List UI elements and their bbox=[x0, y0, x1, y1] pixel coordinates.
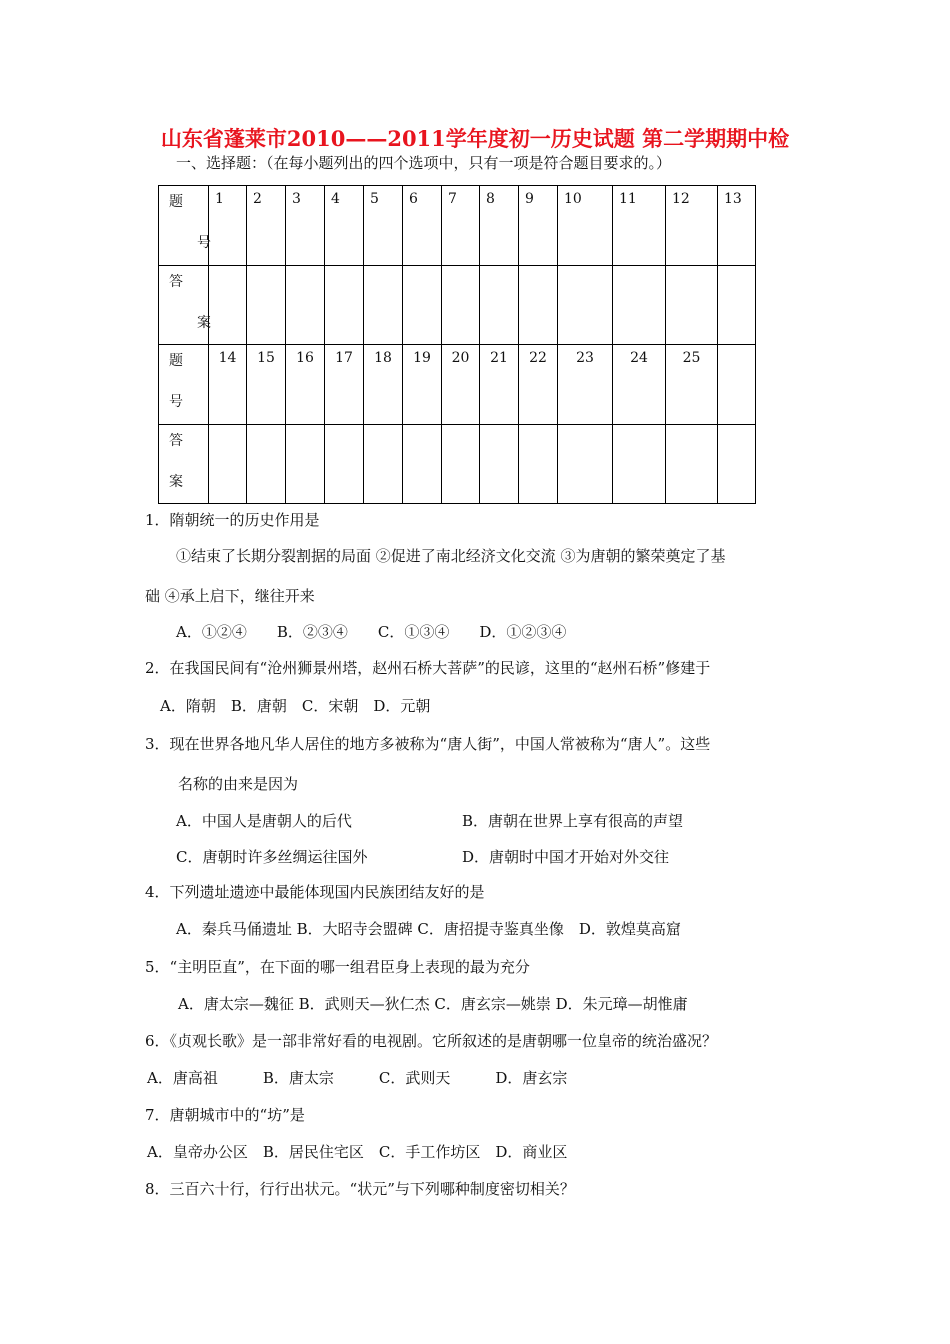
answer-cell[interactable] bbox=[209, 424, 247, 504]
table-row bbox=[159, 424, 756, 504]
question-number: 14 bbox=[209, 345, 247, 425]
answer-cell[interactable] bbox=[247, 424, 286, 504]
answer-cell[interactable] bbox=[718, 424, 756, 504]
question-4-options: A．秦兵马俑遗址 B．大昭寺会盟碑 C．唐招提寺鉴真坐像 D．敦煌莫高窟 bbox=[176, 920, 681, 938]
question-number bbox=[718, 345, 756, 425]
question-5-options: A．唐太宗—魏征 B．武则天—狄仁杰 C．唐玄宗—姚崇 D．朱元璋—胡惟庸 bbox=[178, 995, 688, 1013]
row-label-question: 题 号 bbox=[159, 186, 209, 266]
question-7-stem: 7．唐朝城市中的“坊”是 bbox=[145, 1106, 305, 1124]
question-number: 2 bbox=[247, 186, 286, 266]
question-number: 23 bbox=[558, 345, 613, 425]
question-8-stem: 8．三百六十行，行行出状元。“状元”与下列哪种制度密切相关？ bbox=[145, 1180, 575, 1198]
answer-table bbox=[158, 185, 756, 504]
question-number: 21 bbox=[480, 345, 519, 425]
answer-cell[interactable] bbox=[666, 424, 718, 504]
question-number: 6 bbox=[403, 186, 442, 266]
question-number: 24 bbox=[613, 345, 666, 425]
answer-cell[interactable] bbox=[286, 424, 325, 504]
table-row bbox=[159, 186, 756, 266]
question-3-stem: 3．现在世界各地凡华人居住的地方多被称为“唐人街”，中国人常被称为“唐人”。这些 bbox=[145, 735, 711, 753]
question-number: 22 bbox=[519, 345, 558, 425]
question-number: 18 bbox=[364, 345, 403, 425]
answer-cell[interactable] bbox=[613, 265, 666, 345]
question-number: 10 bbox=[558, 186, 613, 266]
question-6-stem: 6．《贞观长歌》是一部非常好看的电视剧。它所叙述的是唐朝哪一位皇帝的统治盛况？ bbox=[145, 1032, 718, 1050]
answer-cell[interactable] bbox=[209, 265, 247, 345]
question-6-options: A．唐高祖 B．唐太宗 C．武则天 D．唐玄宗 bbox=[147, 1069, 568, 1087]
answer-cell[interactable] bbox=[666, 265, 718, 345]
question-7-options: A．皇帝办公区 B．居民住宅区 C．手工作坊区 D．商业区 bbox=[147, 1143, 568, 1161]
question-number: 12 bbox=[666, 186, 718, 266]
question-number: 1 bbox=[209, 186, 247, 266]
question-3-option-c: C．唐朝时许多丝绸运往国外 bbox=[176, 848, 368, 866]
section-instruction: 一、选择题：（在每小题列出的四个选项中，只有一项是符合题目要求的。） bbox=[176, 154, 672, 172]
question-2-stem: 2．在我国民间有“沧州狮景州塔，赵州石桥大菩萨”的民谚，这里的“赵州石桥”修建于 bbox=[145, 659, 711, 677]
answer-cell[interactable] bbox=[480, 265, 519, 345]
answer-cell[interactable] bbox=[286, 265, 325, 345]
answer-cell[interactable] bbox=[442, 424, 480, 504]
question-3-option-d: D．唐朝时中国才开始对外交往 bbox=[462, 848, 670, 866]
row-label-answer: 答 案 bbox=[159, 265, 209, 345]
question-number: 5 bbox=[364, 186, 403, 266]
question-number: 9 bbox=[519, 186, 558, 266]
question-number: 25 bbox=[666, 345, 718, 425]
answer-cell[interactable] bbox=[325, 424, 364, 504]
answer-cell[interactable] bbox=[558, 265, 613, 345]
question-1-statements-cont: 础 ④承上启下，继往开来 bbox=[145, 587, 315, 605]
answer-cell[interactable] bbox=[442, 265, 480, 345]
question-number: 8 bbox=[480, 186, 519, 266]
question-5-stem: 5．“主明臣直”，在下面的哪一组君臣身上表现的最为充分 bbox=[145, 958, 530, 976]
table-row bbox=[159, 265, 756, 345]
table-row bbox=[159, 345, 756, 425]
answer-cell[interactable] bbox=[519, 265, 558, 345]
question-4-stem: 4．下列遗址遗迹中最能体现国内民族团结友好的是 bbox=[145, 883, 485, 901]
question-number: 19 bbox=[403, 345, 442, 425]
answer-cell[interactable] bbox=[403, 265, 442, 345]
question-number: 11 bbox=[613, 186, 666, 266]
answer-cell[interactable] bbox=[519, 424, 558, 504]
question-3-option-a: A．中国人是唐朝人的后代 bbox=[176, 812, 352, 830]
question-number: 16 bbox=[286, 345, 325, 425]
question-number: 7 bbox=[442, 186, 480, 266]
document-title: 山东省蓬莱市2010——2011学年度初一历史试题 第二学期期中检 bbox=[160, 126, 790, 151]
question-2-options: A．隋朝 B．唐朝 C．宋朝 D．元朝 bbox=[160, 697, 431, 715]
answer-cell[interactable] bbox=[364, 265, 403, 345]
row-label-question: 题 号 bbox=[159, 345, 209, 425]
answer-cell[interactable] bbox=[480, 424, 519, 504]
row-label-answer: 答 案 bbox=[159, 424, 209, 504]
question-1-options: A．①②④ B．②③④ C．①③④ D．①②③④ bbox=[176, 623, 567, 641]
answer-cell[interactable] bbox=[325, 265, 364, 345]
question-number: 20 bbox=[442, 345, 480, 425]
answer-cell[interactable] bbox=[247, 265, 286, 345]
question-1-stem: 1．隋朝统一的历史作用是 bbox=[145, 511, 320, 529]
question-number: 17 bbox=[325, 345, 364, 425]
question-number: 13 bbox=[718, 186, 756, 266]
question-number: 3 bbox=[286, 186, 325, 266]
question-3-stem-cont: 名称的由来是因为 bbox=[178, 775, 299, 793]
answer-cell[interactable] bbox=[364, 424, 403, 504]
answer-cell[interactable] bbox=[613, 424, 666, 504]
question-number: 15 bbox=[247, 345, 286, 425]
answer-cell[interactable] bbox=[403, 424, 442, 504]
question-number: 4 bbox=[325, 186, 364, 266]
answer-cell[interactable] bbox=[718, 265, 756, 345]
question-3-option-b: B．唐朝在世界上享有很高的声望 bbox=[462, 812, 684, 830]
answer-cell[interactable] bbox=[558, 424, 613, 504]
question-1-statements: ①结束了长期分裂割据的局面 ②促进了南北经济文化交流 ③为唐朝的繁荣奠定了基 bbox=[176, 547, 726, 565]
